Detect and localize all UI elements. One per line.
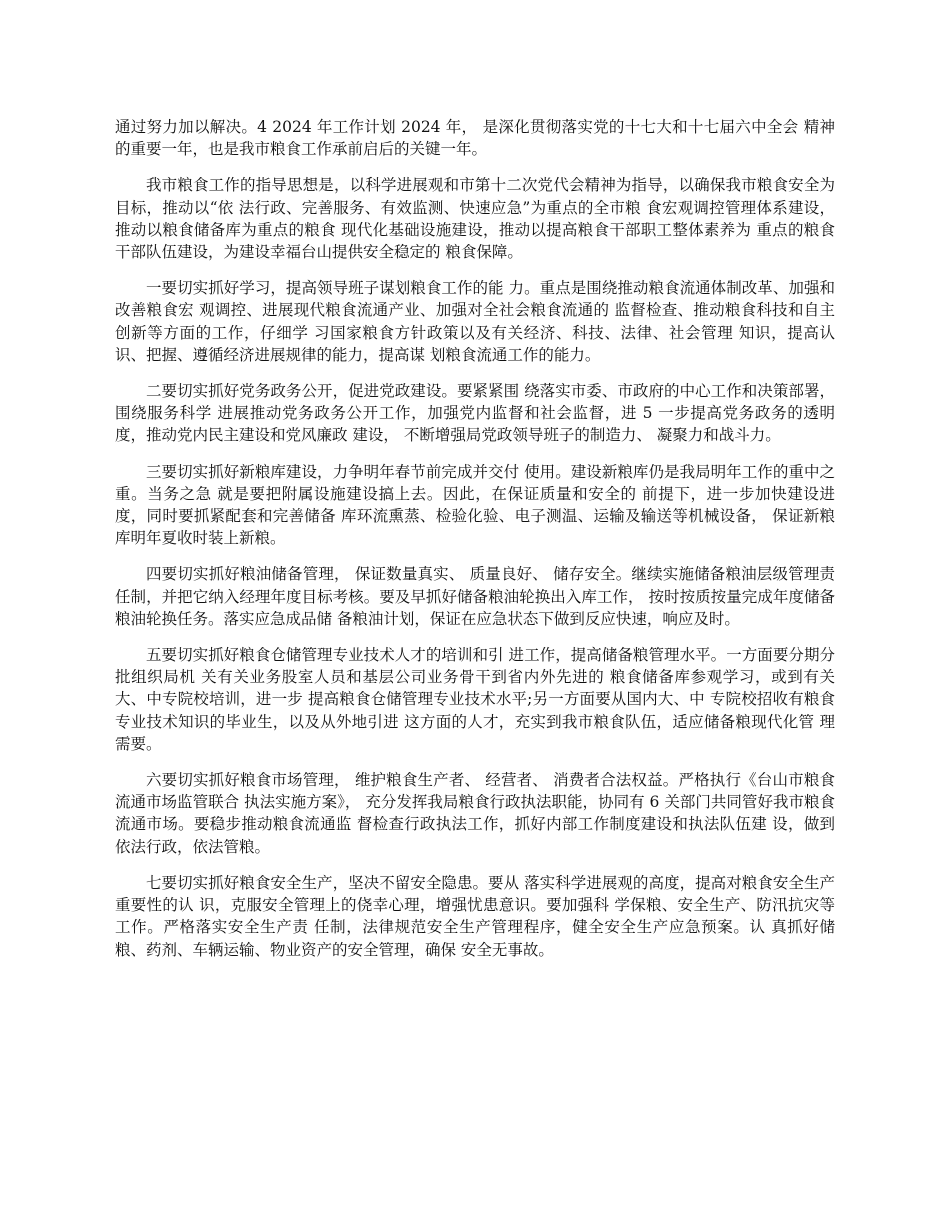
paragraph-item-6-market: 六要切实抓好粮食市场管理， 维护粮食生产者、 经营者、 消费者合法权益。严格执行《台山市粮食流通市场监管联合 执法实施方案》， 充分发挥我局粮食行政执法职能，协同有 6 关部门共同管好我市粮食流通市场。要稳步推动粮食流通监 督检查行政执法工作，抓好内部工作制度建设和执法队伍建 设，做到依法行政，依法管粮。 <box>115 771 835 856</box>
document-page <box>115 116 835 975</box>
paragraph-guiding-ideology: 我市粮食工作的指导思想是，以科学进展观和市第十二次党代会精神为指导，以确保我市粮食安全为目标，推动以“依 法行政、完善服务、有效监测、快速应急”为重点的全市粮 食宏观调控管理体系建设，推动以粮食储备库为重点的粮食 现代化基础设施建设，推动以提高粮食干部职工整体素养为 重点的粮食干部队伍建设，为建设幸福台山提供安全稳定的 粮食保障。 <box>115 176 835 262</box>
paragraph-1: 通过努力加以解决。4 2024 年工作计划 2024 年， 是深化贯彻落实党的十七大和十七届六中全会 精神的重要一年，也是我市粮食工作承前启后的关键一年。 <box>115 118 835 159</box>
paragraph-item-7-safety: 七要切实抓好粮食安全生产，坚决不留安全隐患。要从 落实科学进展观的高度，提高对粮食安全生产重要性的认 识，克服安全管理上的侥幸心理，增强忧患意识。要加强科 学保粮、安全生产、防汛抗灾等工作。严格落实安全生产责 任制，法律规范安全生产管理程序，健全安全生产应急预案。认 真抓好储粮、药剂、车辆运输、物业资产的安全管理，确保 安全无事故。 <box>115 873 835 959</box>
paragraph-item-3-granary: 三要切实抓好新粮库建设，力争明年春节前完成并交付 使用。建设新粮库仍是我局明年工作的重中之重。当务之急 就是要把附属设施建设搞上去。因此，在保证质量和安全的 前提下，进一步加快建设进度，同时要抓紧配套和完善储备 库环流熏蒸、检验化验、电子测温、运输及输送等机械设备， 保证新粮库明年夏收时装上新粮。 <box>115 462 835 548</box>
paragraph-item-5-talent: 五要切实抓好粮食仓储管理专业技术人才的培训和引 进工作，提高储备粮管理水平。一方面要分期分批组织局机 关有关业务股室人员和基层公司业务骨干到省内外先进的 粮食储备库参观学习，或到有关大、中专院校培训，进一步 提高粮食仓储管理专业技术水平;另一方面要从国内大、中 专院校招收有粮食专业技术知识的毕业生，以及从外地引进 这方面的人才，充实到我市粮食队伍，适应储备粮现代化管 理需要。 <box>115 646 835 753</box>
paragraph-item-4-reserves: 四要切实抓好粮油储备管理， 保证数量真实、 质量良好、 储存安全。继续实施储备粮油层级管理责任制，并把它纳入经理年度目标考核。要及早抓好储备粮油轮换出入库工作， 按时按质按量完成年度储备粮油轮换任务。落实应急成品储 备粮油计划，保证在应急状态下做到反应快速，响应及时。 <box>115 565 835 628</box>
paragraph-item-1-study: 一要切实抓好学习，提高领导班子谋划粮食工作的能 力。重点是围绕推动粮食流通体制改革、加强和改善粮食宏 观调控、进展现代粮食流通产业、加强对全社会粮食流通的 监督检查、推动粮食科技和自主创新等方面的工作，仔细学 习国家粮食方针政策以及有关经济、科技、法律、社会管理 知识，提高认识、把握、遵循经济进展规律的能力，提高谋 划粮食流通工作的能力。 <box>115 279 835 364</box>
paragraph-item-2-openness: 二要切实抓好党务政务公开，促进党政建设。要紧紧围 绕落实市委、市政府的中心工作和决策部署，围绕服务科学 进展推动党务政务公开工作，加强党内监督和社会监督，进 5 一步提高党务政务的透明度，推动党内民主建设和党风廉政 建设， 不断增强局党政领导班子的制造力、 凝聚力和战斗力。 <box>115 382 835 445</box>
